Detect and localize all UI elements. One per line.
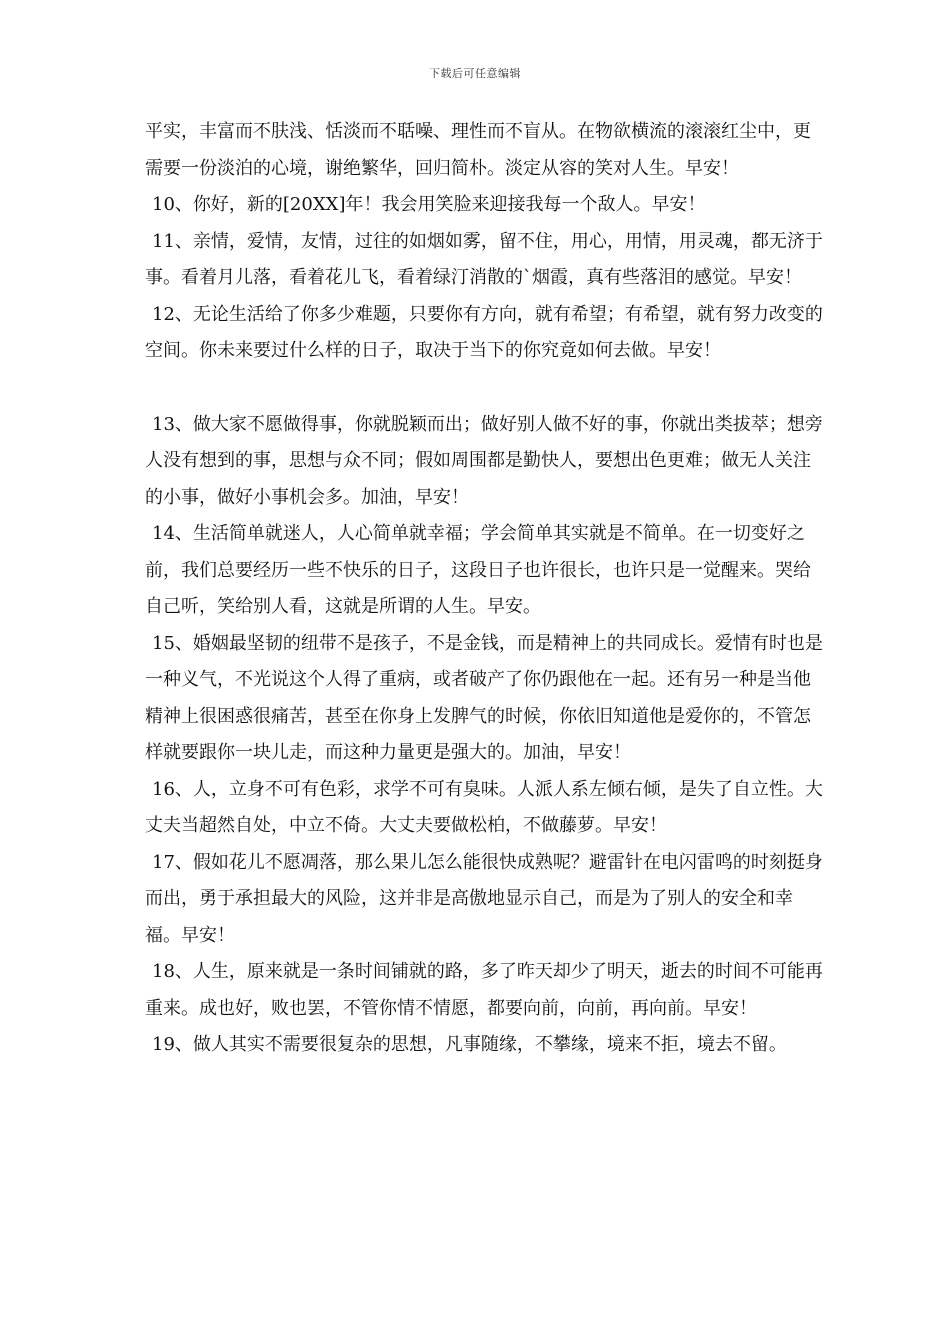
paragraph: 15、婚姻最坚韧的纽带不是孩子，不是金钱，而是精神上的共同成长。爱情有时也是一种义气，不光说这个人得了重病，或者破产了你仍跟他在一起。还有另一种是当他精神上很困惑很痛苦，甚至在你身上发脾气的时候，你依旧知道他是爱你的，不管怎样就要跟你一块儿走，而这种力量更是强大的。加油，早安！	[145, 632, 823, 763]
paragraph: 18、人生，原来就是一条时间铺就的路，多了昨天却少了明天，逝去的时间不可能再重来。成也好，败也罢，不管你情不情愿，都要向前，向前，再向前。早安！	[145, 961, 823, 1019]
paragraph: 16、人，立身不可有色彩，求学不可有臭味。人派人系左倾右倾，是失了自立性。大丈夫当超然自处，中立不倚。大丈夫要做松柏，不做藤萝。早安！	[145, 778, 823, 836]
page-header: 下载后可任意编辑	[429, 67, 521, 80]
paragraph: 12、无论生活给了你多少难题，只要你有方向，就有希望；有希望，就有努力改变的空间。你未来要过什么样的日子，取决于当下的你究竟如何去做。早安！	[145, 303, 823, 361]
paragraph: 平实，丰富而不肤浅、恬淡而不聒噪、理性而不盲从。在物欲横流的滚滚红尘中，更需要一份淡泊的心境，谢绝繁华，回归简朴。淡定从容的笑对人生。早安！	[145, 121, 811, 179]
paragraph: 17、假如花儿不愿凋落，那么果儿怎么能很快成熟呢？避雷针在电闪雷鸣的时刻挺身而出，勇于承担最大的风险，这并非是高傲地显示自己，而是为了别人的安全和幸福。早安！	[145, 851, 823, 946]
paragraph: 19、做人其实不需要很复杂的思想，凡事随缘，不攀缘，境来不拒，境去不留。	[152, 1034, 787, 1055]
document-body	[145, 114, 825, 1064]
paragraph: 11、亲情，爱情，友情，过往的如烟如雾，留不住，用心，用情，用灵魂，都无济于事。看着月儿落，看着花儿飞，看着绿汀消散的`烟霞，真有些落泪的感觉。早安！	[145, 230, 823, 288]
paragraph: 13、做大家不愿做得事，你就脱颖而出；做好别人做不好的事，你就出类拔萃；想旁人没有想到的事，思想与众不同；假如周围都是勤快人，要想出色更难；做无人关注的小事，做好小事机会多。加油，早安！	[145, 413, 823, 508]
blank-line	[145, 370, 825, 407]
paragraph: 10、你好，新的[20XX]年！我会用笑脸来迎接我每一个敌人。早安！	[152, 194, 706, 215]
paragraph: 14、生活简单就迷人，人心简单就幸福；学会简单其实就是不简单。在一切变好之前，我们总要经历一些不快乐的日子，这段日子也许很长，也许只是一觉醒来。哭给自己听，笑给别人看，这就是所谓的人生。早安。	[145, 523, 811, 617]
